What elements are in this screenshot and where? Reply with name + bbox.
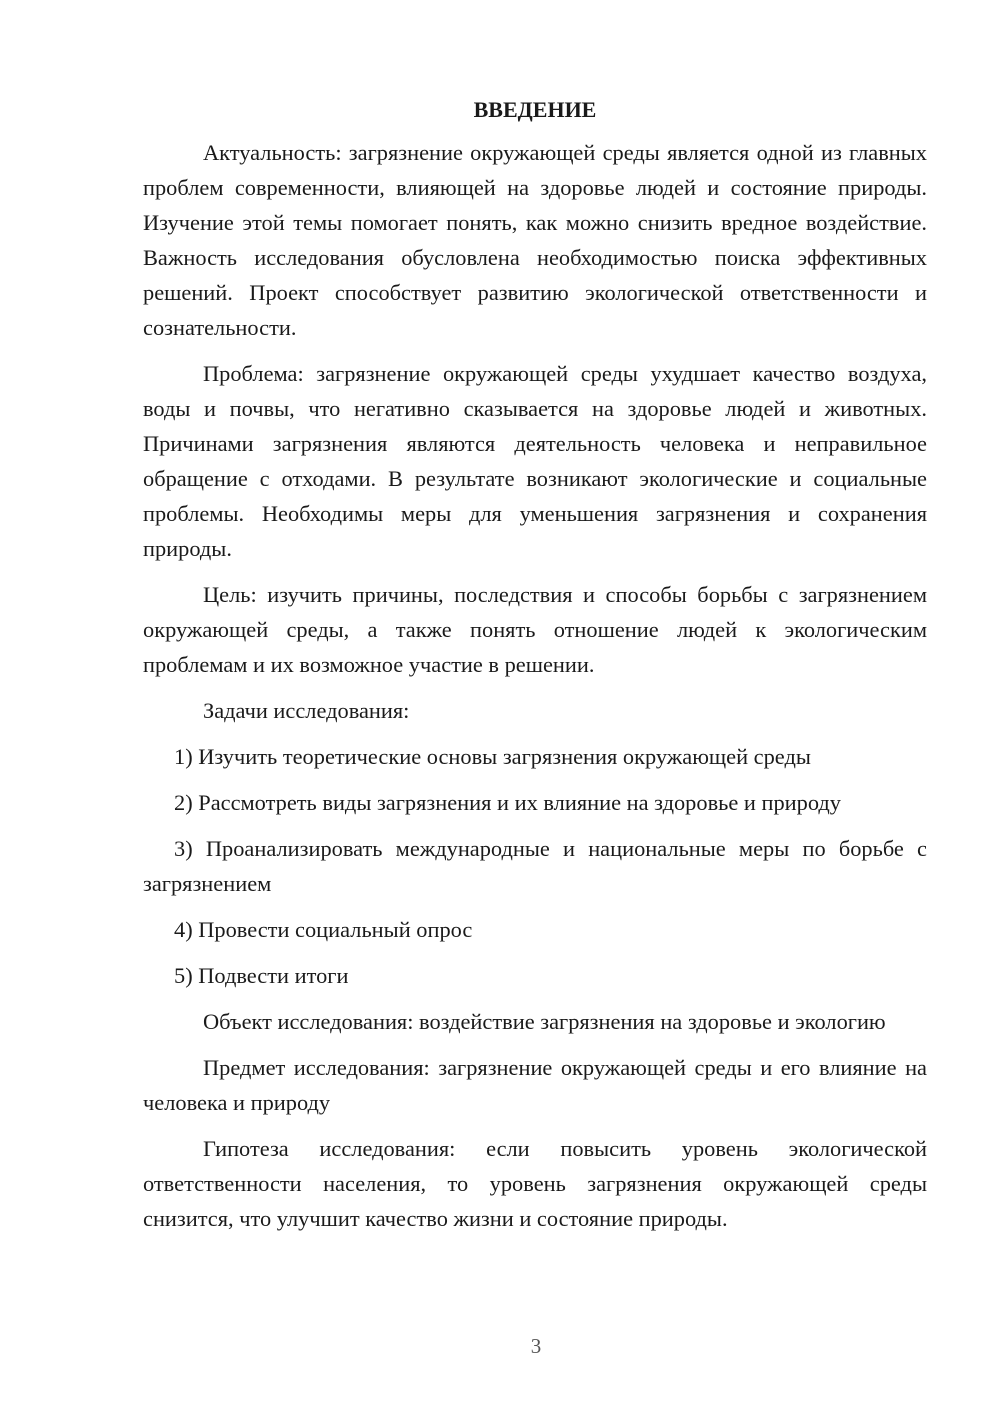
- paragraph-hypothesis: Гипотеза исследования: если повысить уровень экологической ответственности населения, то уровень загрязнения окружающей среды снизится, что улучшит качество жизни и состояние природы.: [143, 1136, 927, 1231]
- page-number: 3: [530, 1334, 542, 1358]
- task-item-2: 2) Рассмотреть виды загрязнения и их влияние на здоровье и природу: [174, 790, 841, 815]
- page-content: [143, 95, 927, 1247]
- task-item-4: 4) Провести социальный опрос: [174, 917, 473, 942]
- paragraph-subject: Предмет исследования: загрязнение окружающей среды и его влияние на человека и природу: [143, 1055, 927, 1115]
- paragraph-goal: Цель: изучить причины, последствия и способы борьбы с загрязнением окружающей среды, а также понять отношение людей к экологическим проблемам и их возможное участие в решении.: [143, 582, 927, 677]
- paragraph-relevance: Актуальность: загрязнение окружающей среды является одной из главных проблем современности, влияющей на здоровье людей и состояние природы. Изучение этой темы помогает понять, как можно снизить вредное воздействие. Важность исследования обусловлена необходимостью поиска эффективных решений. Проект способствует развитию экологической ответственности и сознательности.: [143, 140, 927, 340]
- tasks-heading: Задачи исследования:: [203, 698, 410, 723]
- task-item-1: 1) Изучить теоретические основы загрязнения окружающей среды: [174, 744, 811, 769]
- task-item-3: 3) Проанализировать международные и национальные меры по борьбе с загрязнением: [143, 836, 927, 896]
- task-item-5: 5) Подвести итоги: [174, 963, 349, 988]
- paragraph-object: Объект исследования: воздействие загрязнения на здоровье и экологию: [203, 1009, 886, 1034]
- section-title: ВВЕДЕНИЕ: [473, 97, 597, 122]
- paragraph-problem: Проблема: загрязнение окружающей среды ухудшает качество воздуха, воды и почвы, что негативно сказывается на здоровье людей и животных. Причинами загрязнения являются деятельность человека и неправильное обращение с отходами. В результате возникают экологические и социальные проблемы. Необходимы меры для уменьшения загрязнения и сохранения природы.: [143, 361, 927, 561]
